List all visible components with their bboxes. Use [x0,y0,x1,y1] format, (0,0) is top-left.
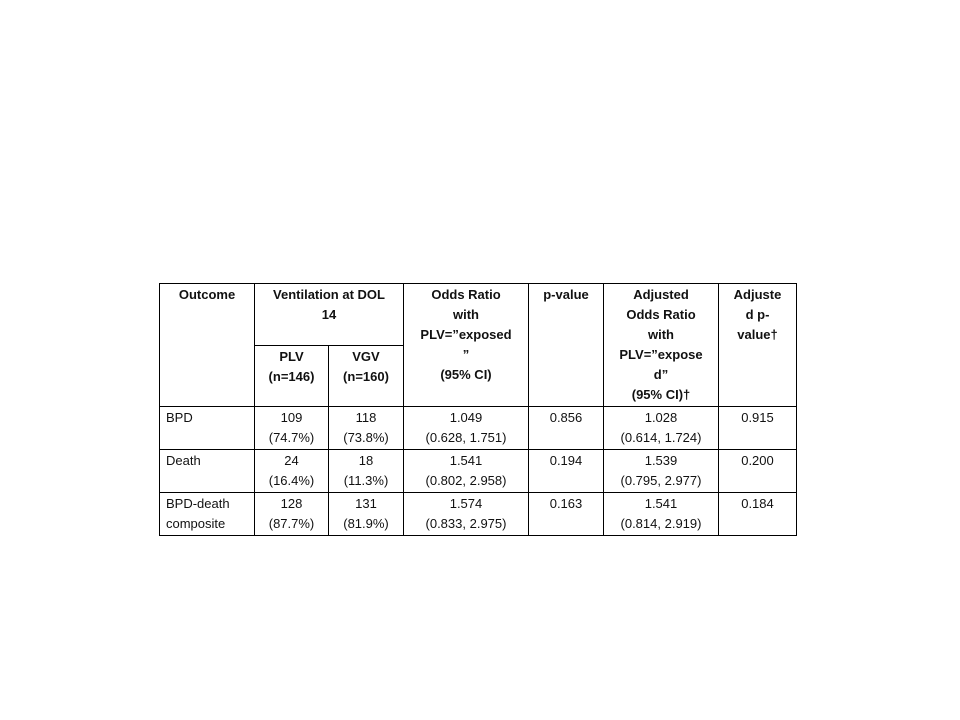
cell-adjusted-odds-ratio [604,450,719,493]
header-vgv [329,345,404,407]
cell-text: 0.856 [549,410,583,425]
cell-text: 1.574 [449,496,483,511]
results-table [159,283,797,536]
cell-text: 128 [280,496,303,511]
header-odds-ratio-line: ” [462,347,470,362]
cell-text: 0.163 [549,496,583,511]
cell-odds-ratio [404,493,529,536]
header-adjusted-odds-ratio-line: with [648,327,674,342]
cell-text: 1.541 [644,496,678,511]
cell-adjusted-p-value [719,407,797,450]
cell-odds-ratio [404,450,529,493]
cell-outcome [160,493,255,536]
cell-vgv [329,493,404,536]
cell-text: (81.9%) [343,516,389,531]
cell-plv [255,493,329,536]
header-adjusted-p-value [719,284,797,407]
cell-text: (0.833, 2.975) [425,516,507,531]
cell-text: 24 [284,453,299,468]
header-adjusted-p-value-line: d p- [745,307,770,322]
header-adjusted-odds-ratio-line: d” [653,367,669,382]
header-odds-ratio-line: Odds Ratio [431,287,501,302]
header-ventilation-line: Ventilation at DOL [273,287,385,302]
cell-adjusted-odds-ratio [604,493,719,536]
cell-text: (0.814, 2.919) [620,516,702,531]
cell-text: composite [166,516,226,531]
cell-text: (73.8%) [343,430,389,445]
cell-text: 0.184 [741,496,774,511]
header-plv [255,345,329,407]
header-adjusted-odds-ratio-line: Adjusted [633,287,689,302]
cell-text: 1.541 [449,453,483,468]
cell-text: 109 [280,410,303,425]
cell-vgv [329,450,404,493]
header-plv-line: (n=146) [268,368,315,384]
cell-odds-ratio [404,407,529,450]
cell-text: (16.4%) [268,473,315,488]
cell-text: 131 [355,496,377,511]
cell-adjusted-p-value [719,450,797,493]
header-ventilation [255,284,404,346]
table-row [160,493,797,536]
cell-p-value [529,450,604,493]
cell-text: (0.795, 2.977) [620,473,702,488]
header-adjusted-odds-ratio-line: Odds Ratio [626,307,696,322]
table-row [160,407,797,450]
header-adjusted-odds-ratio-line: (95% CI)† [631,387,691,402]
cell-text: 1.539 [644,453,678,468]
header-outcome [160,284,255,407]
cell-text: (0.628, 1.751) [425,430,507,445]
cell-text: Death [166,453,201,468]
header-adjusted-p-value-line: value† [737,327,778,342]
cell-text: 1.049 [449,410,483,425]
header-p-value-text: p-value [543,287,589,302]
header-odds-ratio-line: (95% CI) [440,367,492,382]
cell-plv [255,450,329,493]
cell-text: 0.915 [741,410,774,425]
cell-text: 1.028 [644,410,678,425]
cell-p-value [529,407,604,450]
cell-text: (0.802, 2.958) [425,473,507,488]
header-ventilation-line: 14 [321,307,337,322]
cell-adjusted-odds-ratio [604,407,719,450]
header-odds-ratio-line: PLV=”exposed [420,327,512,342]
header-odds-ratio-line: with [453,307,479,322]
cell-plv [255,407,329,450]
cell-p-value [529,493,604,536]
cell-text: 118 [355,410,377,425]
header-adjusted-odds-ratio [604,284,719,407]
header-vgv-line: VGV [352,348,380,364]
header-adjusted-odds-ratio-line: PLV=”expose [619,347,703,362]
cell-text: 18 [358,453,374,468]
cell-text: (11.3%) [343,473,389,488]
cell-text: 0.194 [549,453,583,468]
header-vgv-line: (n=160) [343,368,389,384]
cell-vgv [329,407,404,450]
cell-text: BPD [166,410,193,425]
cell-outcome [160,450,255,493]
header-odds-ratio [404,284,529,407]
header-plv-line: PLV [279,348,304,364]
cell-text: (87.7%) [268,516,315,531]
header-p-value [529,284,604,407]
header-adjusted-p-value-line: Adjuste [733,287,782,302]
header-row-1 [160,284,797,346]
cell-adjusted-p-value [719,493,797,536]
cell-outcome [160,407,255,450]
cell-text: (0.614, 1.724) [620,430,702,445]
cell-text: BPD-death [166,496,230,511]
table-row [160,450,797,493]
cell-text: (74.7%) [268,430,315,445]
cell-text: 0.200 [741,453,774,468]
header-outcome-text: Outcome [178,287,236,302]
